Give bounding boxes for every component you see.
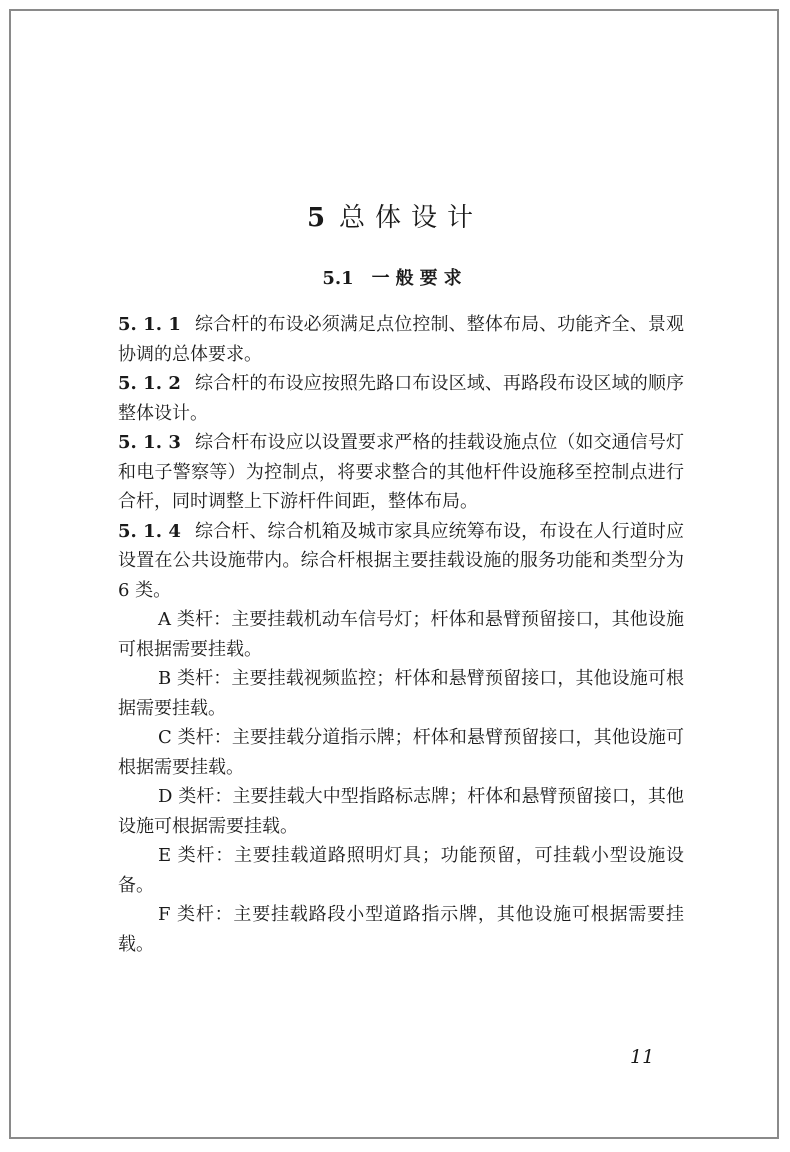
clause-text: 综合杆布设应以设置要求严格的挂载设施点位（如交通信号灯和电子警察等）为控制点，将要求整合的其他杆件设施移至控制点进行合杆，同时调整上下游杆件间距，整体布局。 — [118, 432, 684, 512]
pole-type-e: E 类杆：主要挂载道路照明灯具；功能预留，可挂载小型设施设备。 — [118, 845, 684, 896]
pole-type-c: C 类杆：主要挂载分道指示牌；杆体和悬臂预留接口，其他设施可根据需要挂载。 — [118, 727, 684, 778]
section-title — [0, 264, 790, 294]
section-title-text: 一般要求 — [371, 268, 468, 289]
chapter-number: 5 — [306, 203, 326, 233]
page-number: 11 — [630, 1046, 655, 1068]
pole-type-f: F 类杆：主要挂载路段小型道路指示牌，其他设施可根据需要挂载。 — [118, 904, 684, 955]
clause-text: 综合杆的布设必须满足点位控制、整体布局、功能齐全、景观协调的总体要求。 — [118, 314, 684, 365]
clause-text: 综合杆、综合机箱及城市家具应统筹布设，布设在人行道时应设置在公共设施带内。综合杆根据主要挂载设施的服务功能和类型分为 6 类。 — [118, 520, 684, 601]
clause-number: 5. 1. 4 — [118, 520, 181, 542]
section-body — [118, 310, 684, 959]
clause-5-1-3 — [118, 428, 684, 517]
clause-5-1-4 — [118, 517, 684, 606]
clause-number: 5. 1. 3 — [118, 432, 181, 453]
clause-number: 5. 1. 2 — [118, 373, 181, 394]
pole-type-d: D 类杆：主要挂载大中型指路标志牌；杆体和悬臂预留接口，其他设施可根据需要挂载。 — [118, 786, 684, 837]
chapter-title-text: 总体设计 — [339, 203, 484, 233]
clause-number: 5. 1. 1 — [118, 314, 181, 335]
pole-type-b: B 类杆：主要挂载视频监控；杆体和悬臂预留接口，其他设施可根据需要挂载。 — [118, 668, 684, 719]
section-number: 5.1 — [322, 268, 354, 289]
clause-text: 综合杆的布设应按照先路口布设区域、再路段布设区域的顺序整体设计。 — [118, 373, 684, 424]
clause-5-1-2 — [118, 369, 684, 428]
clause-5-1-1 — [118, 310, 684, 369]
chapter-title — [0, 196, 790, 240]
pole-type-a: A 类杆：主要挂载机动车信号灯；杆体和悬臂预留接口，其他设施可根据需要挂载。 — [118, 609, 684, 660]
